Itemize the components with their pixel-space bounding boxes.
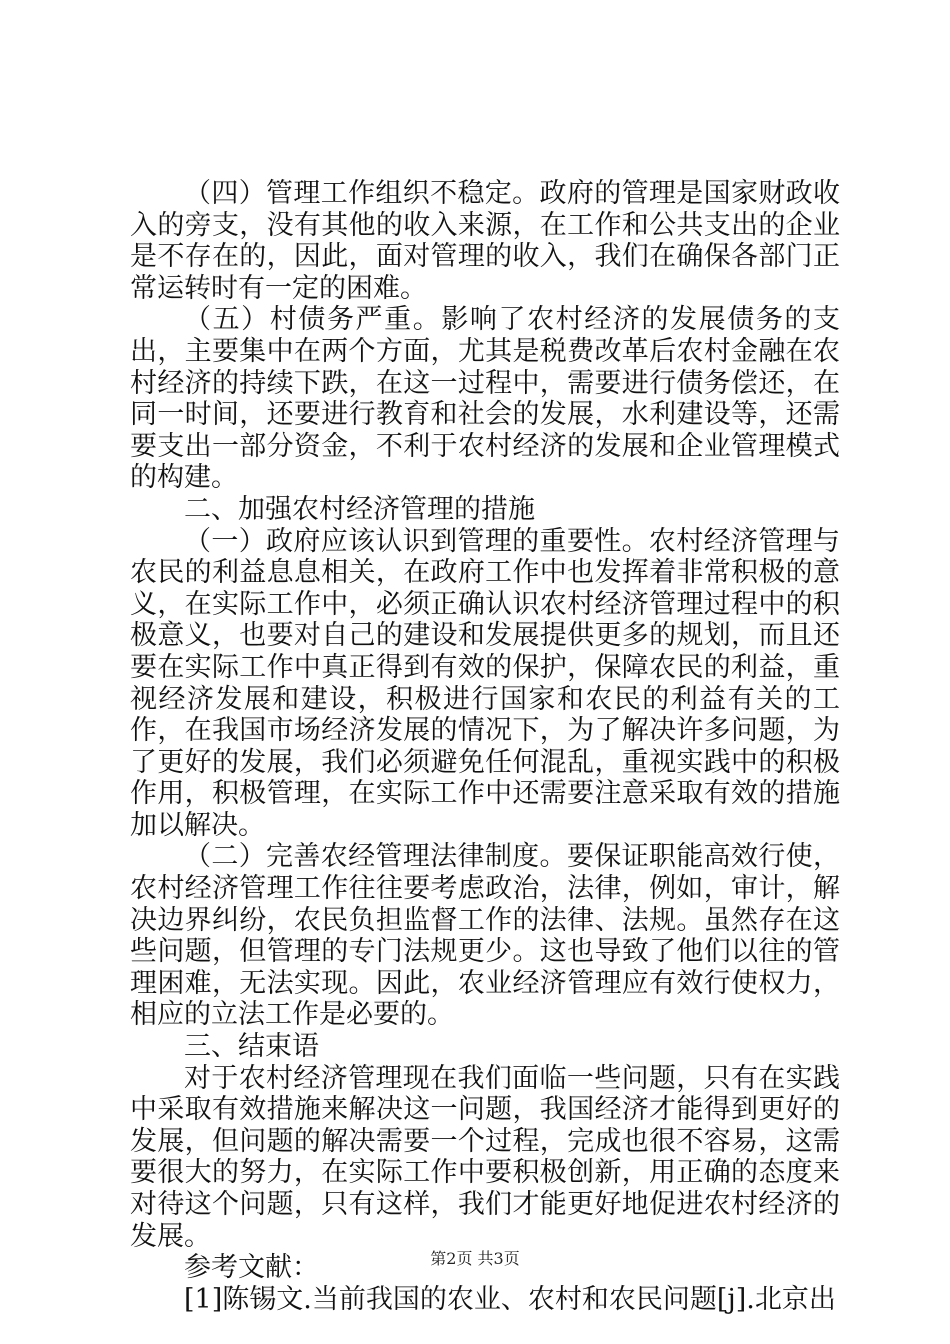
paragraph-conclusion: 对于农村经济管理现在我们面临一些问题，只有在实践中采取有效措施来解决这一问题，我国经济才能得到更好的发展，但问题的解决需要一个过程，完成也很不容易，这需要很大的努力，在实际工作中要积极创新，用正确的态度来对待这个问题，只有这样，我们才能更好地促进农村经济的发展。 [130, 1062, 840, 1252]
section-heading-measures: 二、加强农村经济管理的措施 [184, 493, 535, 525]
references-heading: 参考文献： [184, 1252, 319, 1284]
paragraph-village-debt: （五）村债务严重。影响了农村经济的发展债务的支出，主要集中在两个方面，尤其是税费改革后农村金融在农村经济的持续下跌，在这一过程中，需要进行债务偿还，在同一时间，还要进行教育和社会的发展，水利建设等，还需要支出一部分资金，不利于农村经济的发展和企业管理模式的构建。 [130, 304, 840, 494]
reference-item: [1]陈锡文.当前我国的农业、农村和农民问题[j].北京出 [184, 1283, 836, 1315]
paragraph-legal-system: （二）完善农经管理法律制度。要保证职能高效行使，农村经济管理工作往往要考虑政治，法律，例如，审计，解决边界纠纷，农民负担监督工作的法律、法规。虽然存在这些问题，但管理的专门法规更少。这也导致了他们以往的管理困难，无法实现。因此，农业经济管理应有效行使权力，相应的立法工作是必要的。 [130, 841, 840, 1031]
document-body [130, 178, 840, 1315]
section-heading-conclusion: 三、结束语 [184, 1031, 319, 1063]
paragraph-government-awareness: （一）政府应该认识到管理的重要性。农村经济管理与农民的利益息息相关，在政府工作中也发挥着非常积极的意义，在实际工作中，必须正确认识农村经济管理过程中的积极意义，也要对自己的建设和发展提供更多的规划，而且还要在实际工作中真正得到有效的保护，保障农民的利益，重视经济发展和建设，积极进行国家和农民的利益有关的工作，在我国市场经济发展的情况下，为了解决许多问题，为了更好的发展，我们必须避免任何混乱，重视实践中的积极作用，积极管理，在实际工作中还需要注意采取有效的措施加以解决。 [130, 525, 840, 841]
page-number-footer: 第2页 共3页 [430, 1249, 520, 1268]
paragraph-management-instability: （四）管理工作组织不稳定。政府的管理是国家财政收入的旁支，没有其他的收入来源，在工作和公共支出的企业是不存在的，因此，面对管理的收入，我们在确保各部门正常运转时有一定的困难。 [130, 178, 840, 304]
